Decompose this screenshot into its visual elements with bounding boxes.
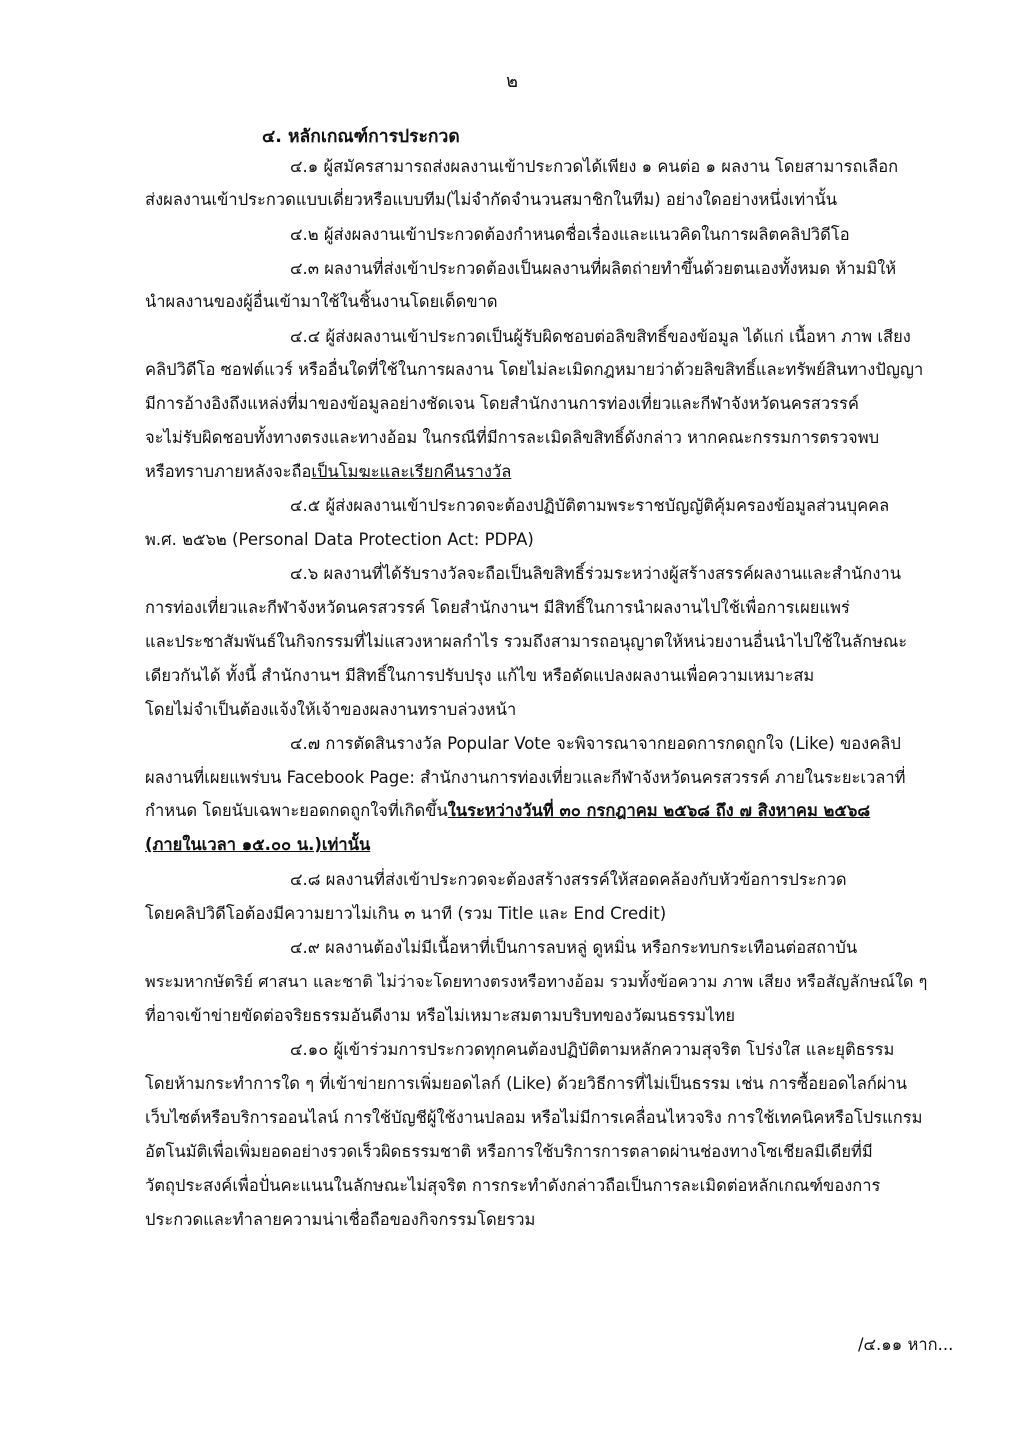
rule-4-1-line-2: ส่งผลงานเข้าประกวดแบบเดี่ยวหรือแบบทีม(ไม่จำกัดจำนวนสมาชิกในทีม) อย่างใดอย่างหนึ่งเท่านั้น — [145, 190, 838, 209]
rule-4-7-time-limit: (ภายในเวลา ๑๕.๐๐ น.)เท่านั้น — [145, 835, 371, 854]
rule-4-6-line-3: และประชาสัมพันธ์ในกิจกรรมที่ไม่แสวงหาผลกำไร รวมถึงสามารถอนุญาตให้หน่วยงานอื่นนำไปใช้ในลักษณะ — [145, 632, 908, 651]
rule-4-6-line-5: โดยไม่จำเป็นต้องแจ้งให้เจ้าของผลงานทราบล่วงหน้า — [145, 700, 517, 719]
rule-4-3-line-1: ๔.๓ ผลงานที่ส่งเข้าประกวดต้องเป็นผลงานที่ผลิตถ่ายทำขึ้นด้วยตนเองทั้งหมด ห้ามมิให้ — [290, 259, 897, 278]
rule-4-10-line-3: เว็บไซต์หรือบริการออนไลน์ การใช้บัญชีผู้ใช้งานปลอม หรือไม่มีการเคลื่อนไหวจริง การใช้เทคนิคหรือโปรแกรม — [145, 1108, 923, 1127]
rule-4-7-line-3 — [145, 800, 870, 822]
rule-4-4-line-3: มีการอ้างอิงถึงแหล่งที่มาของข้อมูลอย่างชัดเจน โดยสำนักงานการท่องเที่ยวและกีฬาจังหวัดนครสวรรค์ — [145, 394, 859, 413]
rule-4-10-line-2: โดยห้ามกระทำการใด ๆ ที่เข้าข่ายการเพิ่มยอดไลก์ (Like) ด้วยวิธีการที่ไม่เป็นธรรม เช่น การซื้อยอดไลก์ผ่าน — [145, 1074, 908, 1093]
rule-4-5-line-2: พ.ศ. ๒๕๖๒ (Personal Data Protection Act: PDPA) — [145, 530, 534, 549]
rule-4-7-date-range: ในระหว่างวันที่ ๓๐ กรกฎาคม ๒๕๖๘ ถึง ๗ สิงหาคม ๒๕๖๘ — [447, 801, 871, 820]
rule-4-7-line-2: ผลงานที่เผยแพร่บน Facebook Page: สำนักงานการท่องเที่ยวและกีฬาจังหวัดนครสวรรค์ ภายในระยะเวลาที่ — [145, 768, 906, 787]
rule-4-4-line-2: คลิปวิดีโอ ซอฟต์แวร์ หรืออื่นใดที่ใช้ในการผลงาน โดยไม่ละเมิดกฎหมายว่าด้วยลิขสิทธิ์และทรัพย์สินทางปัญญา — [145, 360, 924, 379]
rule-4-8-line-1: ๔.๘ ผลงานที่ส่งเข้าประกวดจะต้องสร้างสรรค์ให้สอดคล้องกับหัวข้อการประกวด — [290, 870, 847, 889]
rule-4-6-line-2: การท่องเที่ยวและกีฬาจังหวัดนครสวรรค์ โดยสำนักงานฯ มีสิทธิ์ในการนำผลงานไปใช้เพื่อการเผยแพร่ — [145, 598, 850, 617]
rule-4-4-line-1: ๔.๔ ผู้ส่งผลงานเข้าประกวดเป็นผู้รับผิดชอบต่อลิขสิทธิ์ของข้อมูล ได้แก่ เนื้อหา ภาพ เสียง — [290, 327, 911, 346]
rule-4-4-line-5 — [145, 461, 511, 483]
rule-4-4-line-5-text: หรือทราบภายหลังจะถือ — [145, 462, 312, 481]
continuation-footer: /๔.๑๑ หาก... — [858, 1335, 954, 1354]
rule-4-3-line-2: นำผลงานของผู้อื่นเข้ามาใช้ในชิ้นงานโดยเด็ดขาด — [145, 292, 498, 311]
rule-4-5-line-1: ๔.๕ ผู้ส่งผลงานเข้าประกวดจะต้องปฏิบัติตามพระราชบัญญัติคุ้มครองข้อมูลส่วนบุคคล — [290, 496, 890, 515]
rule-4-4-line-4: จะไม่รับผิดชอบทั้งทางตรงและทางอ้อม ในกรณีที่มีการละเมิดลิขสิทธิ์ดังกล่าว หากคณะกรรมการตรวจพบ — [145, 428, 880, 447]
rule-4-2-line-1: ๔.๒ ผู้ส่งผลงานเข้าประกวดต้องกำหนดชื่อเรื่องและแนวคิดในการผลิตคลิปวิดีโอ — [290, 225, 850, 244]
rule-4-9-line-2: พระมหากษัตริย์ ศาสนา และชาติ ไม่ว่าจะโดยทางตรงหรือทางอ้อม รวมทั้งข้อความ ภาพ เสียง หรือสัญลักษณ์ใด ๆ — [145, 972, 928, 991]
rule-4-9-line-3: ที่อาจเข้าข่ายขัดต่อจริยธรรมอันดีงาม หรือไม่เหมาะสมตามบริบทของวัฒนธรรมไทย — [145, 1006, 735, 1025]
rule-4-7-line-3-text: กำหนด โดยนับเฉพาะยอดกดถูกใจที่เกิดขึ้น — [145, 801, 448, 820]
rule-4-10-line-4: อัตโนมัติเพื่อเพิ่มยอดอย่างรวดเร็วผิดธรรมชาติ หรือการใช้บริการการตลาดผ่านช่องทางโซเชียลมีเดียที่มี — [145, 1142, 873, 1161]
rule-4-10-line-5: วัตถุประสงค์เพื่อปั่นคะแนนในลักษณะไม่สุจริต การกระทำดังกล่าวถือเป็นการละเมิดต่อหลักเกณฑ์ของการ — [145, 1176, 881, 1195]
rule-4-4-underlined-text: เป็นโมฆะและเรียกคืนรางวัล — [311, 462, 512, 481]
rule-4-10-line-6: ประกวดและทำลายความน่าเชื่อถือของกิจกรรมโดยรวม — [145, 1210, 536, 1229]
rule-4-9-line-1: ๔.๙ ผลงานต้องไม่มีเนื้อหาที่เป็นการลบหลู่ ดูหมิ่น หรือกระทบกระเทือนต่อสถาบัน — [290, 938, 858, 957]
rule-4-8-line-2: โดยคลิปวิดีโอต้องมีความยาวไม่เกิน ๓ นาที (รวม Title และ End Credit) — [145, 904, 667, 923]
rule-4-10-line-1: ๔.๑๐ ผู้เข้าร่วมการประกวดทุกคนต้องปฏิบัติตามหลักความสุจริต โปร่งใส และยุติธรรม — [290, 1040, 895, 1059]
page-number: ๒ — [506, 71, 518, 92]
rule-4-7-line-1: ๔.๗ การตัดสินรางวัล Popular Vote จะพิจารณาจากยอดการกดถูกใจ (Like) ของคลิป — [290, 734, 901, 753]
rule-4-6-line-4: เดียวกันได้ ทั้งนี้ สำนักงานฯ มีสิทธิ์ในการปรับปรุง แก้ไข หรือดัดแปลงผลงานเพื่อความเหมาะสม — [145, 666, 815, 685]
section-heading: ๔. หลักเกณฑ์การประกวด — [262, 127, 460, 147]
rule-4-1-line-1: ๔.๑ ผู้สมัครสามารถส่งผลงานเข้าประกวดได้เพียง ๑ คนต่อ ๑ ผลงาน โดยสามารถเลือก — [290, 157, 899, 176]
rule-4-6-line-1: ๔.๖ ผลงานที่ได้รับรางวัลจะถือเป็นลิขสิทธิ์ร่วมระหว่างผู้สร้างสรรค์ผลงานและสำนักงาน — [290, 564, 901, 583]
